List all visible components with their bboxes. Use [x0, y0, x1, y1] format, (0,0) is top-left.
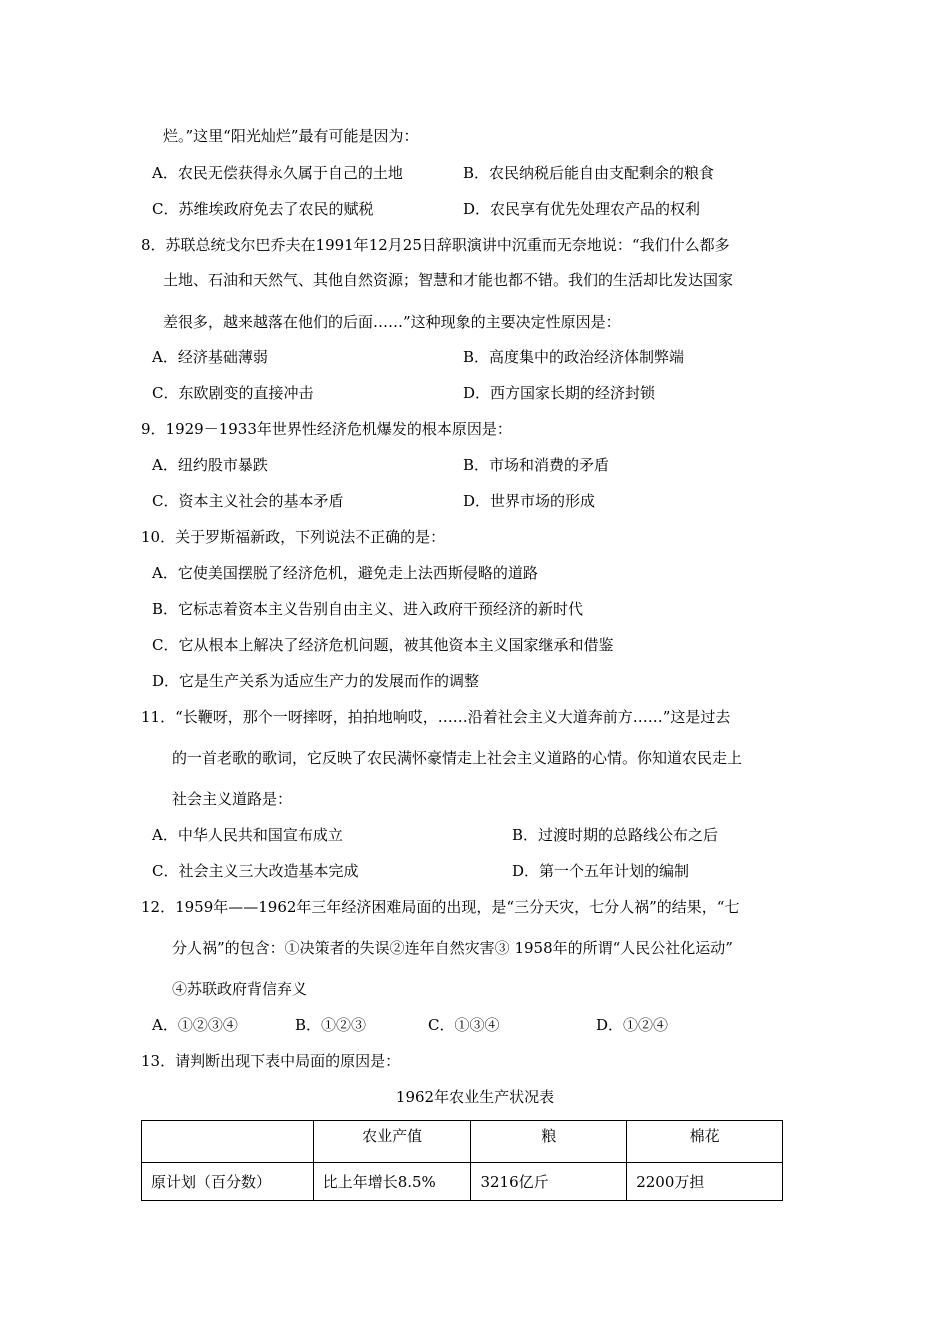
q10-option-b: B．它标志着资本主义告别自由主义、进入政府干预经济的新时代 [152, 600, 584, 618]
q7-option-d: D．农民享有优先处理农产品的权利 [463, 200, 701, 218]
q10-stem: 10．关于罗斯福新政，下列说法不正确的是： [141, 528, 446, 546]
agriculture-table [141, 1120, 783, 1201]
q12-option-c: C．①③④ [428, 1016, 500, 1034]
q7-option-c: C．苏维埃政府免去了农民的赋税 [152, 200, 374, 218]
table-cell: 原计划（百分数） [142, 1163, 314, 1201]
q8-option-b: B．高度集中的政治经济体制弊端 [463, 348, 685, 366]
q9-option-c: C．资本主义社会的基本矛盾 [152, 492, 344, 510]
header-cell-cotton: 棉花 [627, 1121, 783, 1163]
table-header-row [142, 1121, 783, 1163]
q13-stem: 13．请判断出现下表中局面的原因是： [141, 1052, 401, 1070]
q11-stem-line-2: 的一首老歌的歌词，它反映了农民满怀豪情走上社会主义道路的心情。你知道农民走上 [172, 749, 743, 767]
q10-option-d: D．它是生产关系为适应生产力的发展而作的调整 [152, 672, 480, 690]
q11-option-a: A．中华人民共和国宣布成立 [152, 826, 343, 844]
header-cell-blank [142, 1121, 314, 1163]
header-cell-grain: 粮 [471, 1121, 627, 1163]
q11-stem-line-1: 11．“长鞭呀，那个一呀摔呀，拍拍地响哎，……沿着社会主义大道奔前方……”这是过去 [141, 708, 731, 726]
q7-option-b: B．农民纳税后能自由支配剩余的粮食 [463, 164, 715, 182]
q9-option-b: B．市场和消费的矛盾 [463, 456, 610, 474]
q12-stem-line-3: ④苏联政府背信弃义 [172, 980, 308, 998]
q7-option-a: A．农民无偿获得永久属于自己的土地 [152, 164, 403, 182]
q10-option-c: C．它从根本上解决了经济危机问题，被其他资本主义国家继承和借鉴 [152, 636, 614, 654]
q11-option-b: B．过渡时期的总路线公布之后 [512, 826, 719, 844]
q9-stem: 9．1929－1933年世界性经济危机爆发的根本原因是： [141, 420, 512, 438]
q9-option-d: D．世界市场的形成 [463, 492, 596, 510]
table-cell: 3216亿斤 [471, 1163, 627, 1201]
q8-stem-line-2: 土地、石油和天然气、其他自然资源；智慧和才能也都不错。我们的生活却比发达国家 [163, 271, 734, 289]
q11-option-c: C．社会主义三大改造基本完成 [152, 862, 359, 880]
header-cell-output-value: 农业产值 [313, 1121, 471, 1163]
table-caption: 1962年农业生产状况表 [395, 1088, 555, 1106]
table-row [142, 1163, 783, 1201]
q8-option-c: C．东欧剧变的直接冲击 [152, 384, 314, 402]
q8-stem-line-3: 差很多，越来越落在他们的后面……”这种现象的主要决定性原因是： [163, 313, 621, 331]
q7-stem-continuation: 烂。”这里“阳光灿烂”最有可能是因为： [163, 127, 419, 145]
q12-option-d: D．①②④ [596, 1016, 669, 1034]
q8-stem-line-1: 8．苏联总统戈尔巴乔夫在1991年12月25日辞职演讲中沉重而无奈地说：“我们什么都多 [141, 236, 730, 254]
q11-stem-line-3: 社会主义道路是： [172, 790, 293, 808]
table-cell: 比上年增长8.5% [313, 1163, 471, 1201]
q11-option-d: D．第一个五年计划的编制 [512, 862, 690, 880]
q12-stem-line-1: 12．1959年——1962年三年经济困难局面的出现，是“三分天灾，七分人祸”的结果，“七 [141, 898, 740, 916]
q10-option-a: A．它使美国摆脱了经济危机，避免走上法西斯侵略的道路 [152, 564, 538, 582]
q8-option-a: A．经济基础薄弱 [152, 348, 268, 366]
q8-option-d: D．西方国家长期的经济封锁 [463, 384, 656, 402]
q12-option-b: B．①②③ [295, 1016, 367, 1034]
table-cell: 2200万担 [627, 1163, 783, 1201]
q12-stem-line-2: 分人祸”的包含：①决策者的失误②连年自然灾害③ 1958年的所谓“人民公社化运动” [172, 939, 733, 957]
q12-option-a: A．①②③④ [152, 1016, 238, 1034]
q9-option-a: A．纽约股市暴跌 [152, 456, 268, 474]
